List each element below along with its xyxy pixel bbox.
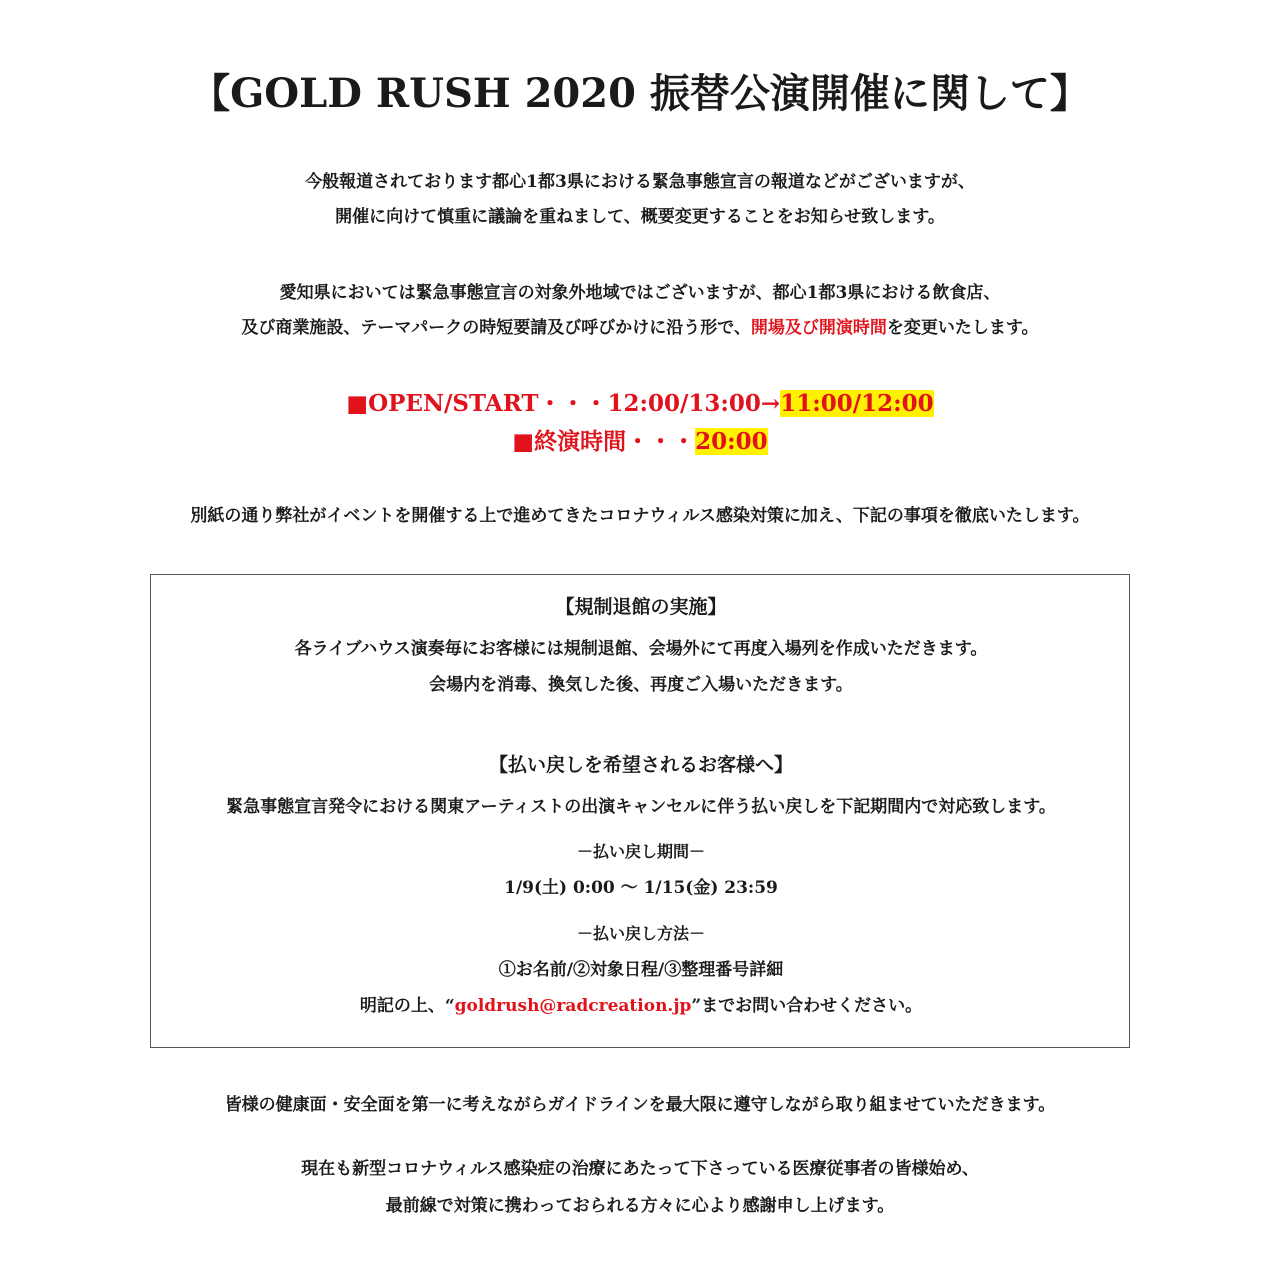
- closing-line-2: 現在も新型コロナウィルス感染症の治療にあたって下さっている医療従事者の皆様始め、: [301, 1159, 979, 1179]
- page-title: 【GOLD RUSH 2020 振替公演開催に関して】: [190, 70, 1090, 117]
- end-time-line: [0, 423, 1280, 461]
- regulated-exit-heading: 【規制退館の実施】: [555, 596, 727, 618]
- refund-contact-line: [151, 988, 1131, 1024]
- refund-line-1: 緊急事態宣言発令における関東アーティストの出演キャンセルに伴う払い戻しを下記期間内で対応致します。: [226, 797, 1056, 817]
- open-start-line: [0, 385, 1280, 423]
- refund-heading: 【払い戻しを希望されるお客様へ】: [488, 754, 793, 776]
- notice-box: [150, 574, 1130, 1048]
- aichi-line-1: 愛知県においては緊急事態宣言の対象外地域ではございますが、都心1都3県における飲食店、: [279, 283, 1001, 303]
- aichi-line-2: [0, 311, 1280, 346]
- contact-prefix: 明記の上、“: [359, 996, 455, 1016]
- refund-period-value: 1/9(土) 0:00 ～ 1/15(金) 23:59: [504, 878, 778, 898]
- intro-line-1: 今般報道されております都心1都3県における緊急事態宣言の報道などがございますが、: [305, 172, 975, 192]
- contact-suffix: ”までお問い合わせください。: [691, 996, 923, 1016]
- contact-email-link[interactable]: goldrush@radcreation.jp: [454, 996, 692, 1016]
- end-time-value: 20:00: [695, 428, 768, 455]
- closing-line-3: 最前線で対策に携わっておられる方々に心より感謝申し上げます。: [385, 1196, 895, 1216]
- aichi-line-2-prefix: 及び商業施設、テーマパークの時短要請及び呼びかけに沿う形で、: [241, 318, 751, 338]
- open-start-old: ■OPEN/START・・・12:00/13:00→: [346, 390, 781, 417]
- refund-period-label: －払い戻し期間－: [576, 842, 705, 861]
- regulated-exit-line-2: 会場内を消毒、換気した後、再度ご入場いただきます。: [429, 675, 853, 695]
- refund-method-items: ①お名前/②対象日程/③整理番号詳細: [498, 960, 784, 980]
- intro-line-2: 開催に向けて慎重に議論を重ねまして、概要変更することをお知らせ致します。: [335, 207, 945, 227]
- time-change-highlight: 開場及び開演時間: [750, 318, 887, 338]
- open-start-new: 11:00/12:00: [780, 390, 934, 417]
- measures-line: 別紙の通り弊社がイベントを開催する上で進めてきたコロナウィルス感染対策に加え、下記の事項を徹底いたします。: [190, 506, 1090, 526]
- closing-line-1: 皆様の健康面・安全面を第一に考えながらガイドラインを最大限に遵守しながら取り組ませていただきます。: [224, 1095, 1056, 1115]
- regulated-exit-line-1: 各ライブハウス演奏毎にお客様には規制退館、会場外にて再度入場列を作成いただきます。: [294, 639, 988, 659]
- refund-method-label: －払い戻し方法－: [576, 924, 705, 943]
- end-time-label: ■終演時間・・・: [512, 428, 696, 455]
- aichi-line-2-suffix: を変更いたします。: [886, 318, 1039, 338]
